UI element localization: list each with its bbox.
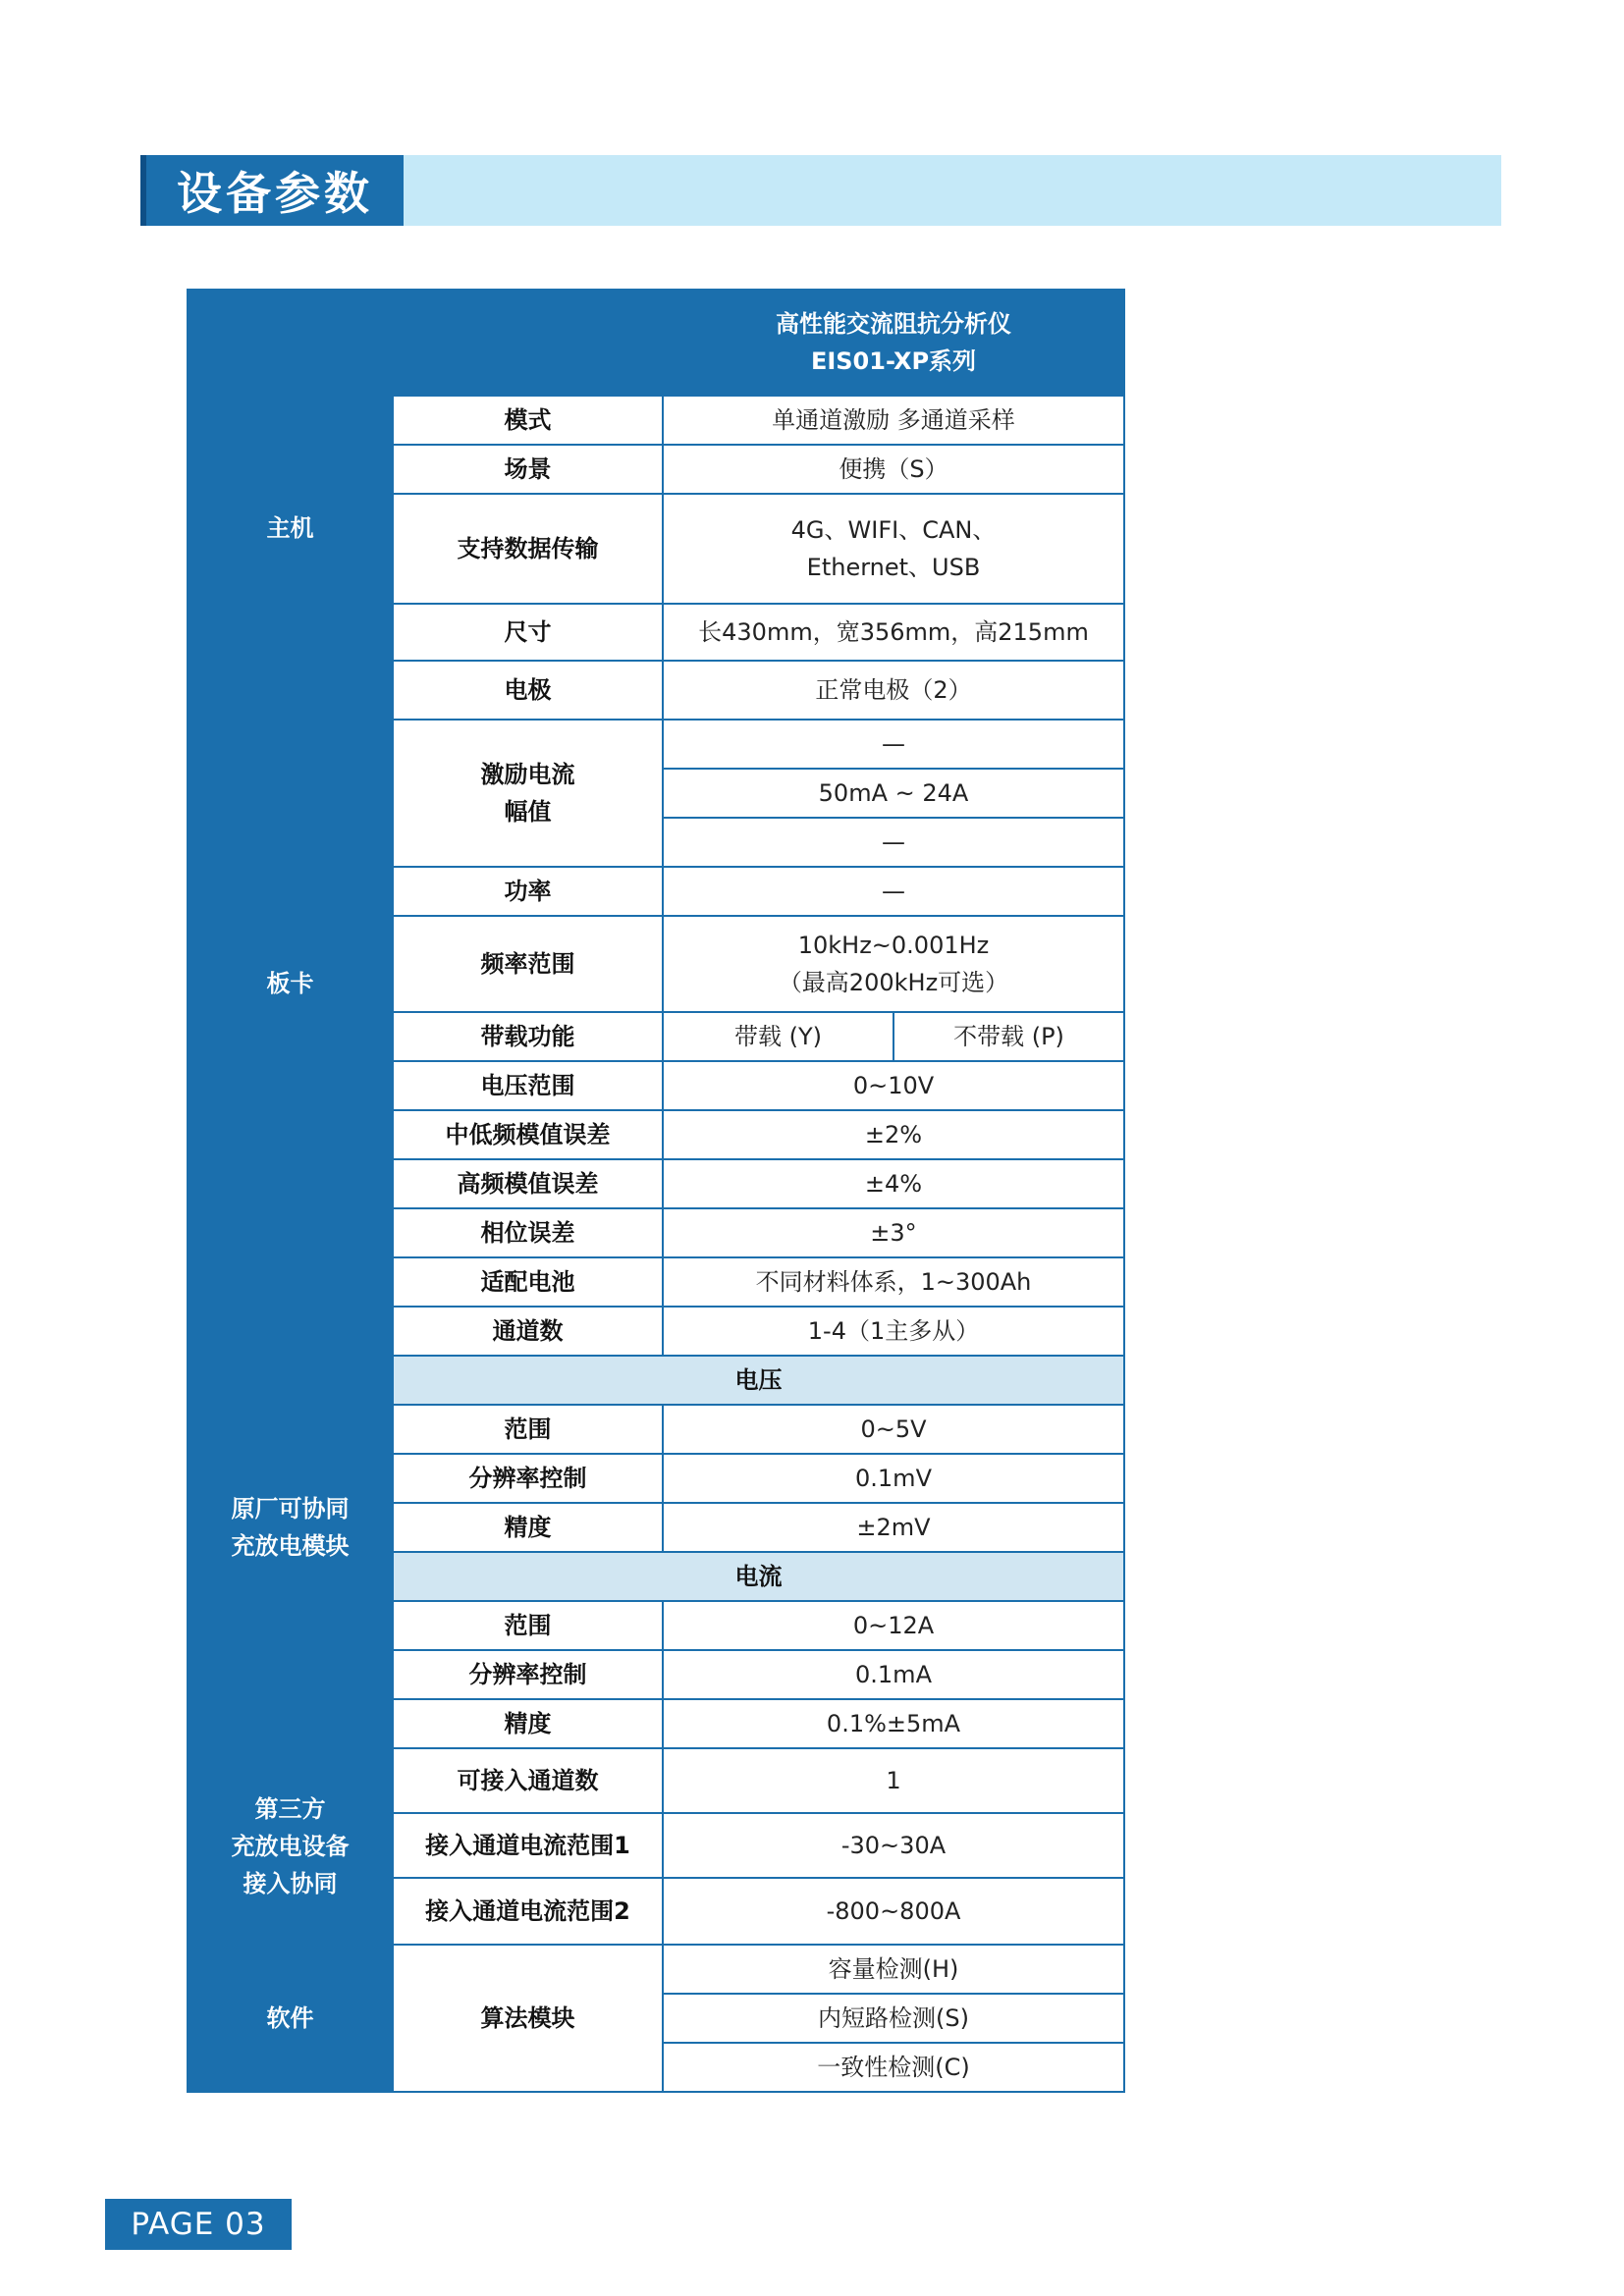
row-label: 相位误差	[393, 1208, 663, 1257]
category-line: 充放电设备	[231, 1833, 350, 1860]
row-label: 分辨率控制	[393, 1454, 663, 1503]
row-value: 不同材料体系，1~300Ah	[663, 1257, 1124, 1307]
table-header-blank	[188, 290, 663, 396]
category-line: 原厂可协同	[231, 1495, 350, 1522]
category-line: 第三方	[254, 1795, 326, 1823]
row-label: 频率范围	[393, 916, 663, 1012]
table-row	[188, 1748, 1124, 1813]
table-row	[188, 396, 1124, 445]
row-value: 长430mm，宽356mm，高215mm	[663, 604, 1124, 661]
table-row	[188, 661, 1124, 720]
row-value: 一致性检测(C)	[663, 2043, 1124, 2092]
row-value: 0~10V	[663, 1061, 1124, 1110]
row-value: ±2%	[663, 1110, 1124, 1159]
row-value: 单通道激励 多通道采样	[663, 396, 1124, 445]
category-line: 接入协同	[243, 1870, 338, 1897]
category-line: 充放电模块	[231, 1532, 350, 1560]
row-value: ±2mV	[663, 1503, 1124, 1552]
subheader-voltage: 电压	[393, 1356, 1124, 1405]
row-label: 尺寸	[393, 604, 663, 661]
row-label: 精度	[393, 1503, 663, 1552]
row-label: 电压范围	[393, 1061, 663, 1110]
row-value: 50mA ~ 24A	[663, 769, 1124, 818]
row-value: —	[663, 867, 1124, 916]
row-value	[663, 916, 1124, 1012]
category-host: 主机	[188, 396, 393, 661]
row-value: 容量检测(H)	[663, 1945, 1124, 1994]
row-label: 可接入通道数	[393, 1748, 663, 1813]
row-value: 0.1%±5mA	[663, 1699, 1124, 1748]
row-label: 中低频模值误差	[393, 1110, 663, 1159]
row-label: 适配电池	[393, 1257, 663, 1307]
spec-table	[187, 289, 1125, 2093]
row-value: 便携（S）	[663, 445, 1124, 494]
category-software: 软件	[188, 1945, 393, 2092]
table-row	[188, 1307, 1124, 1356]
row-value: 内短路检测(S)	[663, 1994, 1124, 2043]
row-value-load: 带载 (Y)	[663, 1012, 893, 1061]
row-label: 分辨率控制	[393, 1650, 663, 1699]
table-header-row	[188, 290, 1124, 396]
row-label: 模式	[393, 396, 663, 445]
row-value: -800~800A	[663, 1878, 1124, 1945]
row-label: 高频模值误差	[393, 1159, 663, 1208]
row-value: 1	[663, 1748, 1124, 1813]
row-value: —	[663, 818, 1124, 867]
product-name: 高性能交流阻抗分析仪	[776, 310, 1011, 338]
row-value: ±3°	[663, 1208, 1124, 1257]
row-value: 0~5V	[663, 1405, 1124, 1454]
row-label: 带载功能	[393, 1012, 663, 1061]
row-label: 接入通道电流范围1	[393, 1813, 663, 1878]
row-label: 范围	[393, 1601, 663, 1650]
category-oem	[188, 1307, 393, 1748]
label-line: 激励电流	[480, 761, 575, 788]
row-label: 通道数	[393, 1307, 663, 1356]
category-board: 板卡	[188, 661, 393, 1307]
section-title: 设备参数	[140, 155, 404, 226]
row-label: 精度	[393, 1699, 663, 1748]
row-label: 支持数据传输	[393, 494, 663, 604]
value-line: Ethernet、USB	[806, 554, 981, 581]
product-header	[663, 290, 1124, 396]
page-number: PAGE 03	[105, 2199, 292, 2250]
product-series: EIS01-XP系列	[810, 347, 977, 375]
value-line: （最高200kHz可选）	[778, 969, 1009, 996]
value-line: 10kHz~0.001Hz	[797, 932, 990, 959]
row-value-noload: 不带载 (P)	[893, 1012, 1124, 1061]
category-third-party	[188, 1748, 393, 1945]
row-value: 1-4（1主多从）	[663, 1307, 1124, 1356]
row-label: 电极	[393, 661, 663, 720]
row-value: ±4%	[663, 1159, 1124, 1208]
table-row	[188, 1945, 1124, 1994]
row-value: 正常电极（2）	[663, 661, 1124, 720]
row-label: 接入通道电流范围2	[393, 1878, 663, 1945]
row-value: -30~30A	[663, 1813, 1124, 1878]
row-label: 算法模块	[393, 1945, 663, 2092]
row-value: 0~12A	[663, 1601, 1124, 1650]
row-label	[393, 720, 663, 867]
label-line: 幅值	[504, 798, 552, 826]
subheader-current: 电流	[393, 1552, 1124, 1601]
value-line: 4G、WIFI、CAN、	[790, 516, 997, 544]
row-value: —	[663, 720, 1124, 769]
row-value: 0.1mV	[663, 1454, 1124, 1503]
row-value: 0.1mA	[663, 1650, 1124, 1699]
row-label: 场景	[393, 445, 663, 494]
row-label: 范围	[393, 1405, 663, 1454]
row-value	[663, 494, 1124, 604]
row-label: 功率	[393, 867, 663, 916]
